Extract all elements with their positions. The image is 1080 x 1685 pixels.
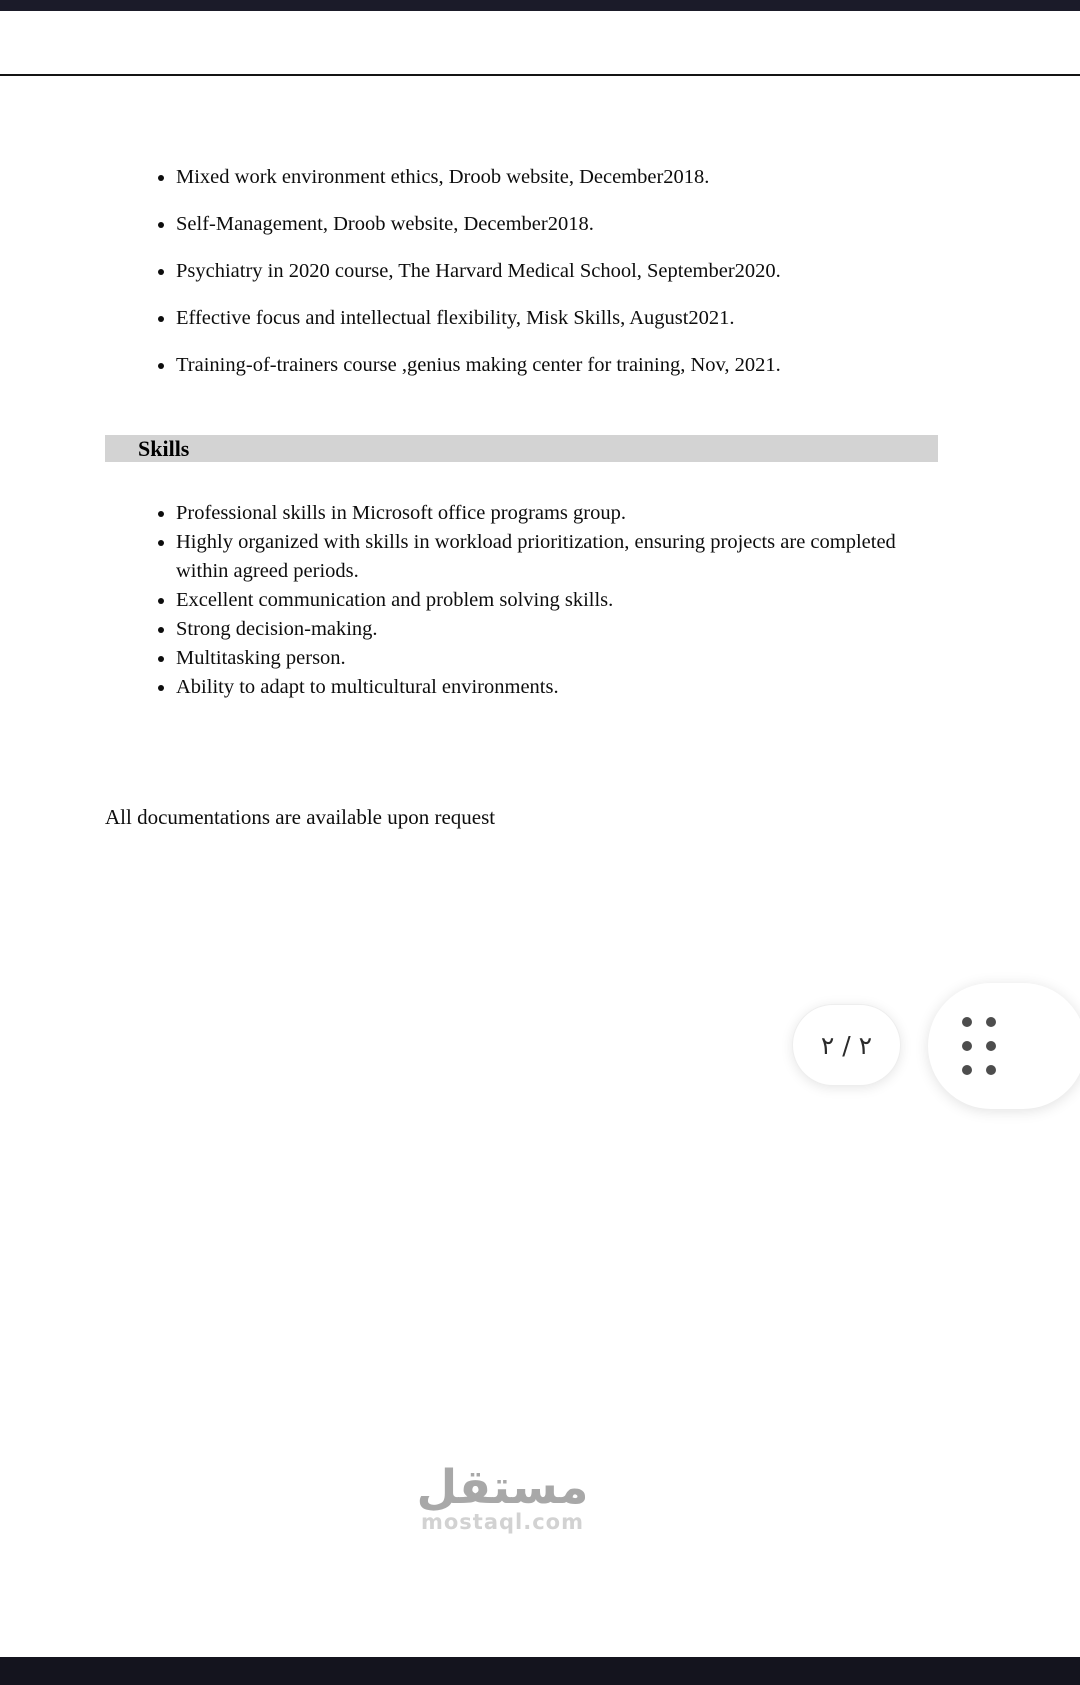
- watermark-logo-text: مستقل: [416, 1460, 589, 1515]
- list-item: • Ability to adapt to multicultural environments.: [176, 673, 938, 702]
- header-divider-line: [0, 74, 1080, 76]
- list-item: • Psychiatry in 2020 course, The Harvard Medical School, September2020.: [176, 257, 938, 285]
- list-item: • Multitasking person.: [176, 644, 938, 673]
- watermark: [0, 1462, 1005, 1534]
- apps-grid-icon: [962, 1017, 996, 1075]
- top-status-bar: [0, 0, 1080, 11]
- list-item: • Excellent communication and problem solving skills.: [176, 586, 938, 615]
- bottom-status-bar: [0, 1657, 1080, 1685]
- list-item: • Mixed work environment ethics, Droob website, December2018.: [176, 163, 938, 191]
- list-item: • Effective focus and intellectual flexibility, Misk Skills, August2021.: [176, 304, 938, 332]
- list-item: • Strong decision-making.: [176, 615, 938, 644]
- page-indicator-text: ٢ / ٢: [820, 1030, 873, 1060]
- watermark-domain-text: mostaql.com: [421, 1510, 584, 1534]
- document-page: [105, 163, 938, 830]
- skills-list: [105, 499, 938, 702]
- list-item: • Highly organized with skills in workload prioritization, ensuring projects are completed within agreed periods.: [176, 528, 938, 586]
- skills-heading: Skills: [138, 435, 190, 461]
- list-item: • Training-of-trainers course ,genius making center for training, Nov, 2021.: [176, 351, 938, 379]
- page-indicator-badge: [792, 1004, 901, 1086]
- skills-section-header: [105, 435, 938, 462]
- documentation-note: All documentations are available upon request: [105, 805, 496, 829]
- list-item: • Professional skills in Microsoft office programs group.: [176, 499, 938, 528]
- list-item: • Self-Management, Droob website, December2018.: [176, 210, 938, 238]
- apps-grid-button[interactable]: [928, 983, 1080, 1109]
- courses-list: [105, 163, 938, 379]
